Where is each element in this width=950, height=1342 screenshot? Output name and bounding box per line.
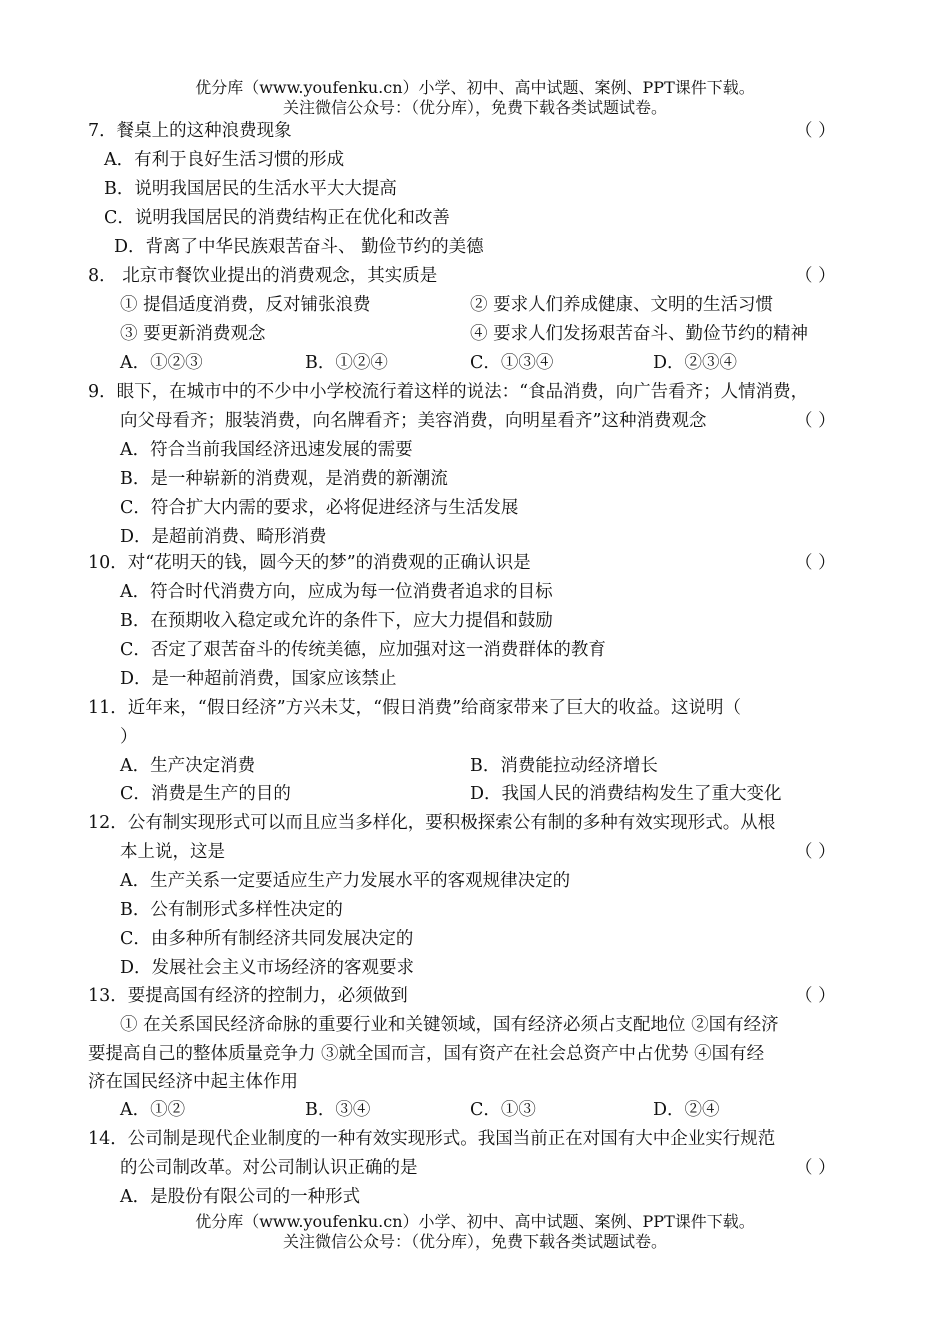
footer-line-1: 优分库（www.youfenku.cn）小学、初中、高中试题、案例、PPT课件下载。 xyxy=(195,1212,755,1231)
q10-option-b: B．在预期收入稳定或允许的条件下，应大力提倡和鼓励 xyxy=(120,611,553,631)
q10-option-a: A．符合时代消费方向，应成为每一位消费者追求的目标 xyxy=(120,582,553,602)
q8-answer-blank: （ ） xyxy=(795,266,836,286)
q9-stem-line-2: 向父母看齐；服装消费，向名牌看齐；美容消费，向明星看齐”这种消费观念 xyxy=(120,411,707,431)
q10-option-d: D．是一种超前消费，国家应该禁止 xyxy=(120,669,397,689)
footer-line-2: 关注微信公众号：（优分库），免费下载各类试题试卷。 xyxy=(282,1232,667,1251)
q7-option-c: C．说明我国居民的消费结构正在优化和改善 xyxy=(104,208,450,228)
q12-stem-line-1: 12．公有制实现形式可以而且应当多样化，要积极探索公有制的多种有效实现形式。从根 xyxy=(88,813,776,833)
q13-option-d: D．②④ xyxy=(653,1100,720,1120)
q13-paragraph-line-1: ① 在关系国民经济命脉的重要行业和关键领域，国有经济必须占支配地位 ②国有经济 xyxy=(120,1015,779,1035)
q13-answer-blank: （ ） xyxy=(795,986,836,1006)
q11-option-c: C．消费是生产的目的 xyxy=(120,784,291,804)
q8-option-b: B．①②④ xyxy=(305,353,388,373)
q7-option-a: A．有利于良好生活习惯的形成 xyxy=(104,150,345,170)
q7-option-d: D．背离了中华民族艰苦奋斗、 勤俭节约的美德 xyxy=(114,237,484,257)
q13-option-b: B．③④ xyxy=(305,1100,371,1120)
q11-option-d: D．我国人民的消费结构发生了重大变化 xyxy=(470,784,782,804)
q7-stem: 7．餐桌上的这种浪费现象 xyxy=(88,121,292,141)
q14-stem-line-2: 的公司制改革。对公司制认识正确的是 xyxy=(120,1158,418,1178)
q10-answer-blank: （ ） xyxy=(795,553,836,573)
q14-option-a: A．是股份有限公司的一种形式 xyxy=(120,1187,361,1207)
q13-option-a: A．①② xyxy=(120,1100,186,1120)
q11-stem-line-1: 11．近年来，“假日经济”方兴未艾，“假日消费”给商家带来了巨大的收益。这说明（ xyxy=(88,698,742,718)
header-line-2: 关注微信公众号：（优分库），免费下载各类试题试卷。 xyxy=(282,98,667,117)
q13-stem: 13．要提高国有经济的控制力，必须做到 xyxy=(88,986,408,1006)
q12-answer-blank: （ ） xyxy=(795,842,836,862)
q7-option-b: B．说明我国居民的生活水平大大提高 xyxy=(104,179,397,199)
q14-answer-blank: （ ） xyxy=(795,1158,836,1178)
q12-stem-line-2: 本上说，这是 xyxy=(120,842,225,862)
q9-answer-blank: （ ） xyxy=(795,411,836,431)
q9-stem-line-1: 9．眼下，在城市中的不少中小学校流行着这样的说法：“食品消费，向广告看齐；人情消费， xyxy=(88,382,809,402)
q11-option-a: A．生产决定消费 xyxy=(120,756,256,776)
q8-option-d: D．②③④ xyxy=(653,353,738,373)
q9-option-c: C．符合扩大内需的要求，必将促进经济与生活发展 xyxy=(120,498,519,518)
q9-option-d: D．是超前消费、畸形消费 xyxy=(120,527,327,547)
q8-statement-1: ① 提倡适度消费，反对铺张浪费 xyxy=(120,295,371,315)
q12-option-a: A．生产关系一定要适应生产力发展水平的客观规律决定的 xyxy=(120,871,571,891)
q9-option-a: A．符合当前我国经济迅速发展的需要 xyxy=(120,440,413,460)
q8-statement-2: ② 要求人们养成健康、文明的生活习惯 xyxy=(470,295,774,315)
q11-option-b: B．消费能拉动经济增长 xyxy=(470,756,658,776)
q10-stem: 10．对“花明天的钱，圆今天的梦”的消费观的正确认识是 xyxy=(88,553,531,573)
q8-stem: 8． 北京市餐饮业提出的消费观念，其实质是 xyxy=(88,266,438,286)
q8-statement-4: ④ 要求人们发扬艰苦奋斗、勤俭节约的精神 xyxy=(470,324,809,344)
q12-option-b: B．公有制形式多样性决定的 xyxy=(120,900,343,920)
q8-statement-3: ③ 要更新消费观念 xyxy=(120,324,266,344)
q13-paragraph-line-2: 要提高自己的整体质量竞争力 ③就全国而言，国有资产在社会总资产中占优势 ④国有经 xyxy=(88,1044,765,1064)
q10-option-c: C．否定了艰苦奋斗的传统美德，应加强对这一消费群体的教育 xyxy=(120,640,606,660)
q12-option-c: C．由多种所有制经济共同发展决定的 xyxy=(120,929,414,949)
q11-stem-line-2: ） xyxy=(120,727,138,747)
q13-option-c: C．①③ xyxy=(470,1100,536,1120)
q14-stem-line-1: 14．公司制是现代企业制度的一种有效实现形式。我国当前正在对国有大中企业实行规范 xyxy=(88,1129,776,1149)
header-line-1: 优分库（www.youfenku.cn）小学、初中、高中试题、案例、PPT课件下载。 xyxy=(195,78,755,97)
q8-option-c: C．①③④ xyxy=(470,353,554,373)
q9-option-b: B．是一种崭新的消费观，是消费的新潮流 xyxy=(120,469,448,489)
q8-option-a: A．①②③ xyxy=(120,353,203,373)
q13-paragraph-line-3: 济在国民经济中起主体作用 xyxy=(88,1072,298,1092)
q7-answer-blank: （ ） xyxy=(795,121,836,141)
q12-option-d: D．发展社会主义市场经济的客观要求 xyxy=(120,958,415,978)
